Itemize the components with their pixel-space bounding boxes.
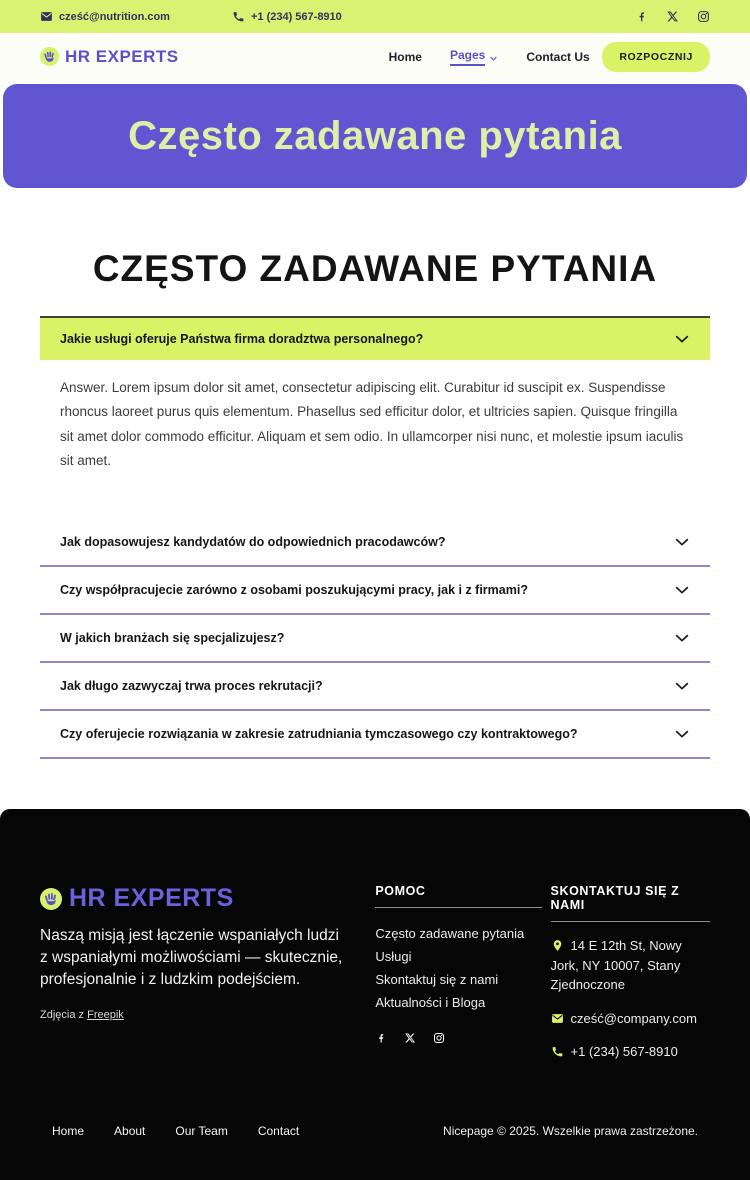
phone-text: +1 (234) 567-8910 bbox=[571, 1044, 678, 1059]
site-header bbox=[0, 33, 750, 80]
chevron-down-icon bbox=[674, 331, 690, 347]
help-column-title: POMOC bbox=[375, 884, 541, 908]
site-footer bbox=[0, 809, 750, 1180]
get-started-button[interactable]: ROZPOCZNIJ bbox=[602, 42, 710, 72]
phone-icon bbox=[232, 10, 245, 23]
phone-icon bbox=[551, 1044, 564, 1057]
chevron-down-icon bbox=[674, 630, 690, 646]
bottom-link-about[interactable]: About bbox=[114, 1124, 145, 1138]
footer-link-services[interactable]: Usługi bbox=[375, 945, 541, 968]
chevron-down-icon bbox=[674, 534, 690, 550]
freepik-link[interactable]: Freepik bbox=[87, 1009, 124, 1021]
brand-name: HR EXPERTS bbox=[65, 47, 179, 67]
footer-brand-logo[interactable] bbox=[40, 884, 349, 913]
footer-social bbox=[375, 1032, 541, 1044]
topbar-social bbox=[635, 10, 710, 23]
bottom-link-contact[interactable]: Contact bbox=[258, 1124, 299, 1138]
nav-item-contact-us[interactable]: Contact Us bbox=[526, 50, 589, 64]
faq-item[interactable] bbox=[40, 519, 710, 567]
hand-logo-icon bbox=[40, 888, 62, 910]
x-icon[interactable] bbox=[666, 10, 679, 23]
faq-item-expanded[interactable] bbox=[40, 316, 710, 360]
faq-item[interactable] bbox=[40, 711, 710, 759]
bottom-link-our-team[interactable]: Our Team bbox=[175, 1124, 227, 1138]
faq-section-heading: CZĘSTO ZADAWANE PYTANIA bbox=[40, 248, 710, 290]
faq-item[interactable] bbox=[40, 663, 710, 711]
help-links bbox=[375, 922, 541, 1014]
footer-credits bbox=[40, 1009, 349, 1021]
chevron-down-icon bbox=[674, 726, 690, 742]
footer-phone[interactable] bbox=[551, 1042, 710, 1062]
topbar-phone-text: +1 (234) 567-8910 bbox=[251, 11, 342, 23]
chevron-down-icon bbox=[674, 678, 690, 694]
envelope-icon bbox=[551, 1011, 564, 1024]
faq-question: Jak dopasowujesz kandydatów do odpowiednich pracodawców? bbox=[60, 535, 445, 549]
faq-question: W jakich branżach się specjalizujesz? bbox=[60, 631, 284, 645]
bottom-link-home[interactable]: Home bbox=[52, 1124, 84, 1138]
envelope-icon bbox=[40, 10, 53, 23]
footer-bottom-bar bbox=[40, 1124, 710, 1178]
footer-link-faq[interactable]: Często zadawane pytania bbox=[375, 922, 541, 945]
faq-answer: Answer. Lorem ipsum dolor sit amet, consectetur adipiscing elit. Curabitur id suscipit ex. Suspendisse rhoncus laoreet purus quis elementum. Phasellus sed efficitur dolor, et ultricies sapien. Quisque fringilla sit amet dolor commodo efficitur. Aliquam et sem odio. In ullamcorper nisi nunc, et molestie ipsum iaculis sit amet. bbox=[40, 360, 710, 493]
topbar-phone-link[interactable] bbox=[232, 10, 342, 23]
contact-column-title: SKONTAKTUJ SIĘ Z NAMI bbox=[551, 884, 710, 922]
topbar-email-text: cześć@nutrition.com bbox=[59, 11, 170, 23]
footer-contact-column bbox=[551, 884, 710, 1062]
chevron-down-icon bbox=[674, 582, 690, 598]
main-nav bbox=[389, 48, 590, 66]
copyright-text: Nicepage © 2025. Wszelkie prawa zastrzeżone. bbox=[443, 1124, 698, 1138]
brand-logo[interactable] bbox=[40, 47, 179, 67]
faq-section bbox=[0, 248, 750, 759]
footer-mission-text: Naszą misją jest łączenie wspaniałych ludzi z wspaniałymi możliwościami — skutecznie, profesjonalnie i z ludzkim podejściem. bbox=[40, 925, 349, 991]
address-text: 14 E 12th St, Nowy Jork, NY 10007, Stany Zjednoczone bbox=[551, 938, 682, 992]
footer-address bbox=[551, 936, 710, 995]
footer-bottom-nav bbox=[52, 1124, 299, 1138]
footer-link-blog[interactable]: Aktualności i Bloga bbox=[375, 991, 541, 1014]
hand-logo-icon bbox=[40, 47, 59, 66]
hero-banner bbox=[3, 84, 747, 188]
faq-item[interactable] bbox=[40, 615, 710, 663]
faq-question: Czy współpracujecie zarówno z osobami poszukującymi pracy, jak i z firmami? bbox=[60, 583, 528, 597]
facebook-icon[interactable] bbox=[375, 1032, 387, 1044]
location-pin-icon bbox=[551, 938, 564, 951]
faq-question: Jakie usługi oferuje Państwa firma doradztwa personalnego? bbox=[60, 332, 423, 346]
footer-brand-column bbox=[40, 884, 349, 1062]
chevron-down-icon bbox=[489, 52, 498, 61]
nav-item-home[interactable]: Home bbox=[389, 50, 422, 64]
topbar bbox=[0, 0, 750, 33]
topbar-email-link[interactable] bbox=[40, 10, 170, 23]
footer-link-contact[interactable]: Skontaktuj się z nami bbox=[375, 968, 541, 991]
faq-question: Czy oferujecie rozwiązania w zakresie zatrudniania tymczasowego czy kontraktowego? bbox=[60, 727, 578, 741]
footer-brand-name: HR EXPERTS bbox=[69, 884, 234, 913]
email-text: cześć@company.com bbox=[571, 1011, 697, 1026]
nav-item-pages[interactable]: Pages bbox=[450, 48, 498, 66]
x-icon[interactable] bbox=[404, 1032, 416, 1044]
instagram-icon[interactable] bbox=[697, 10, 710, 23]
instagram-icon[interactable] bbox=[433, 1032, 445, 1044]
faq-item[interactable] bbox=[40, 567, 710, 615]
footer-help-column bbox=[375, 884, 541, 1062]
hero-title: Często zadawane pytania bbox=[128, 114, 622, 159]
facebook-icon[interactable] bbox=[635, 10, 648, 23]
footer-email[interactable] bbox=[551, 1009, 710, 1029]
faq-question: Jak długo zazwyczaj trwa proces rekrutacji? bbox=[60, 679, 323, 693]
credits-prefix: Zdjęcia z bbox=[40, 1009, 84, 1021]
faq-accordion bbox=[40, 316, 710, 759]
faq-collapsed-list bbox=[40, 519, 710, 759]
